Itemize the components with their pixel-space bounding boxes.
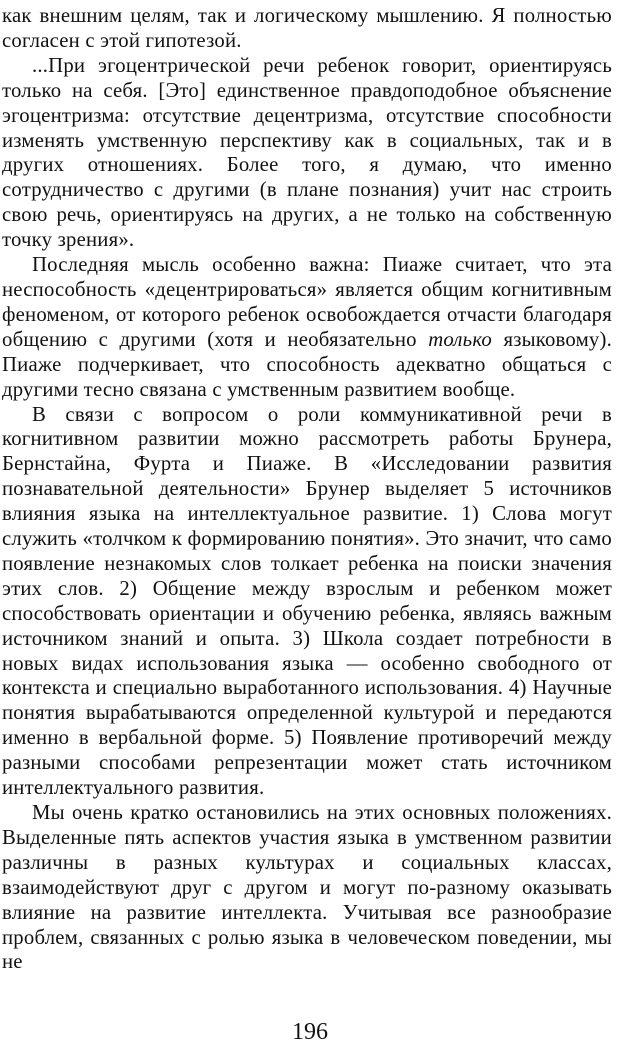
paragraph-3-italic-word: только (428, 328, 493, 351)
paragraph-3-text-before: Последняя мысль особенно важна: Пиаже считает, что эта неспособность «децентрироваться» является общим когнитивным феноменом, от которого ребенок освобождается отчасти благодаря общению с другими (хотя и необязательно (2, 254, 612, 351)
paragraph-4: В связи с вопросом о роли коммуникативной речи в когнитивном развитии можно рассмотреть работы Брунера, Бернстайна, Фурта и Пиаже. В «Исследовании развития познавательной деятельности» Брунер выделяет 5 источников влияния языка на интеллектуальное развитие. 1) Слова могут служить «толчком к формированию понятия». Это значит, что само появление незнакомых слов толкает ребенка на поиски значения этих слов. 2) Общение между взрослым и ребенком может способствовать ориентации и обучению ребенка, являясь важным источником знаний и опыта. 3) Школа создает потребности в новых видах использования языка — особенно свободного от контекста и специально выработанного использования. 4) Научные понятия вырабатываются определенной культурой и передаются именно в вербальной форме. 5) Появление противоречий между разными способами репрезентации может стать источником интеллектуального развития. (2, 403, 612, 800)
body-text (2, 4, 612, 975)
paragraph-2: ...При эгоцентрической речи ребенок говорит, ориентируясь только на себя. [Это] единственное правдоподобное объяснение эгоцентризма: отсутствие децентризма, отсутствие способности изменять умственную перспективу как в социальных, так и в других отношениях. Более того, я думаю, что именно сотрудничество с другими (в плане познания) учит нас строить свою речь, ориентируясь на других, а не только на собственную точку зрения». (2, 54, 612, 252)
paragraph-3-text-after: языковому). Пиаже подчеркивает, что способность адекватно общаться с другими тесно связана с умственным развитием вообще. (2, 328, 612, 401)
paragraph-3 (2, 253, 612, 402)
paragraph-1: как внешним целям, так и логическому мышлению. Я полностью согласен с этой гипотезой. (2, 5, 612, 52)
paragraph-5: Мы очень кратко остановились на этих основных положениях. Выделенные пять аспектов участия языка в умственном развитии различны в разных культурах и социальных классах, взаимодействуют друг с другом и могут по-разному оказывать влияние на развитие интеллекта. Учитывая все разнообразие проблем, связанных с ролью языка в человеческом поведении, мы не (2, 802, 612, 974)
page-number: 196 (292, 1019, 328, 1045)
